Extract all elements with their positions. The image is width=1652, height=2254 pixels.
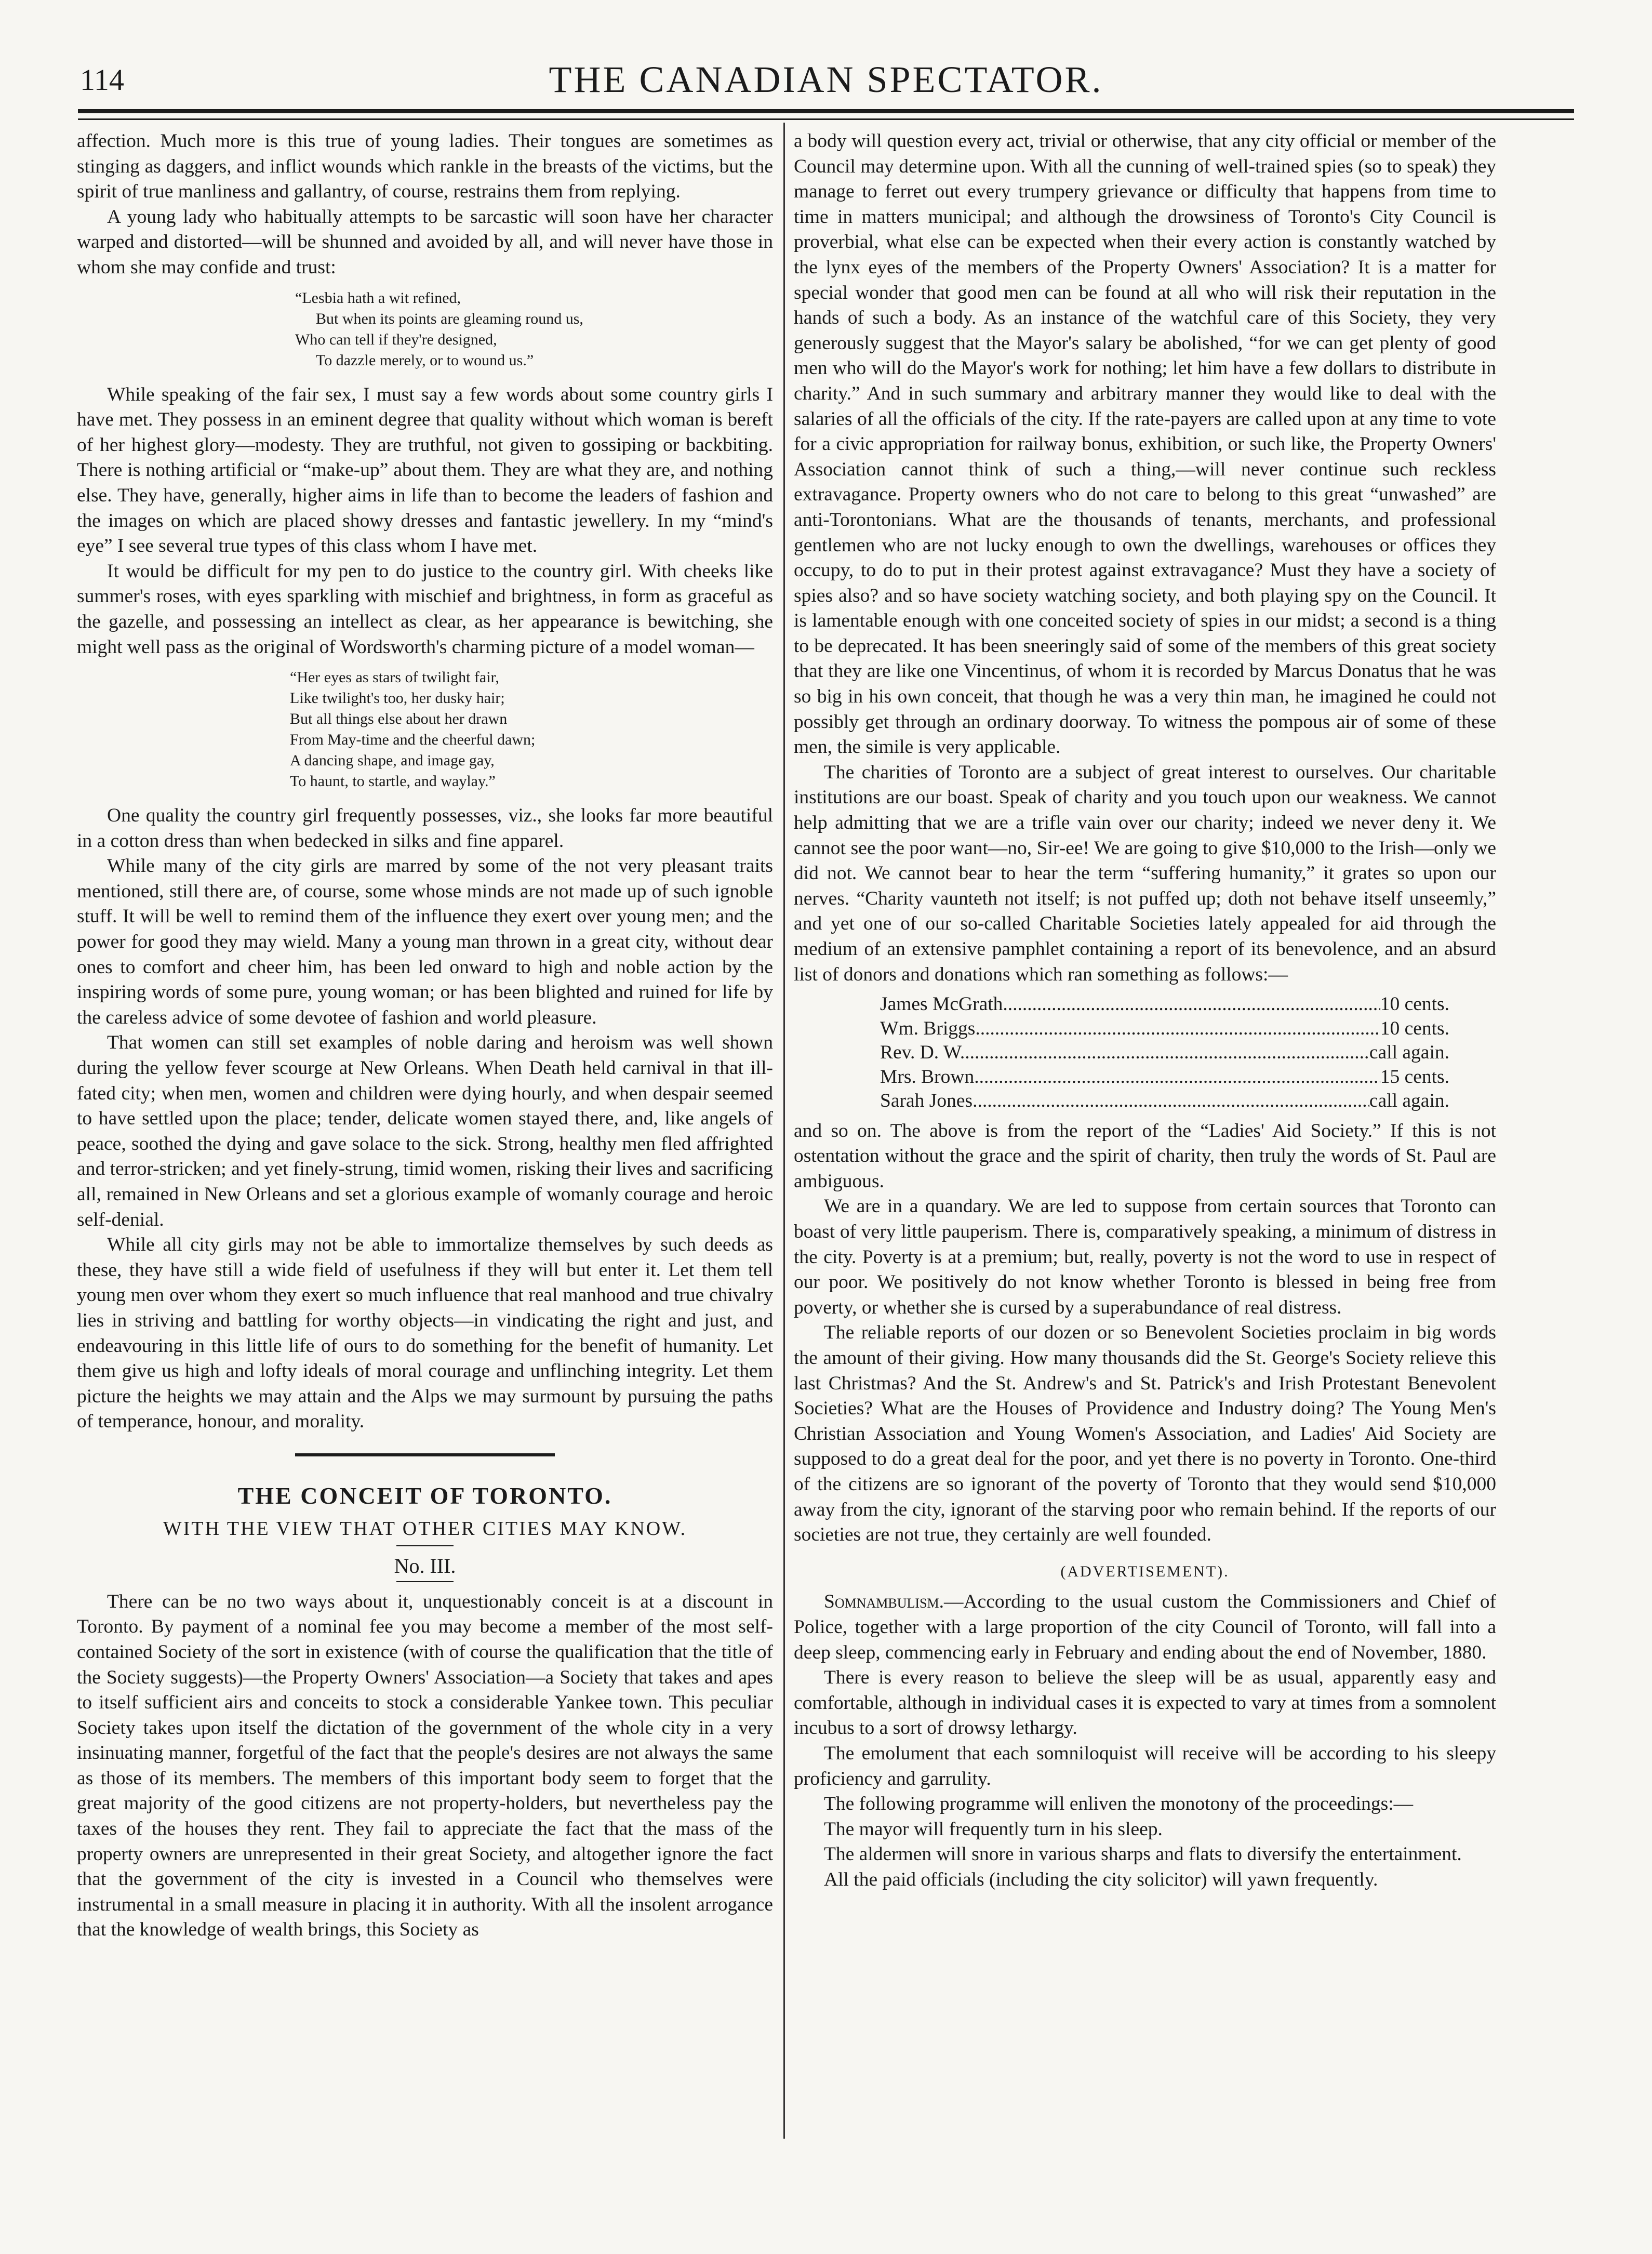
- donor-name: James McGrath: [880, 993, 1003, 1015]
- donor-name: Wm. Briggs: [880, 1017, 976, 1039]
- leader-dots: [1003, 992, 1380, 1017]
- paragraph: That women can still set examples of noble daring and heroism was well shown during the yellow fever scourge at New Orleans. When Death held carnival in that ill-fated city; when men, women and children were dying hourly, and when despair seemed to have settled upon the place; tender, delicate women stayed there, and, like angels of peace, soothed the dying and gave solace to the sick. Strong, healthy men fled affrighted and terror-stricken; and yet finely-strung, timid women, risking their lives and sacrificing all, remained in New Orleans and set a glorious example of womanly courage and heroic self-denial.: [77, 1032, 773, 1230]
- poem-line: To haunt, to startle, and waylay.”: [290, 773, 496, 790]
- paragraph: affection. Much more is this true of young ladies. Their tongues are sometimes as stinging as daggers, and inflict wounds which rankle in the breasts of the victims, but the spirit of true manliness and gallantry, of course, restrains them from replying.: [77, 130, 773, 203]
- paragraph: There can be no two ways about it, unquestionably conceit is at a discount in Toronto. By payment of a nominal fee you may become a member of the most self-contained Society of the sort in existence (with of course the qualification that the title of the Society suggests)—the Property Owners' Association—a Society that takes and apes to itself sufficient airs and conceits to stock a considerable Yankee town. This peculiar Society takes upon itself the dictation of the government of the whole city in a very insinuating manner, forgetful of the fact that the people's desires are not always the same as those of its members. The members of this important body seem to forget that the great majority of the good citizens are not property-holders, but nevertheless pay the taxes of the houses they rent. They fail to appreciate the fact that the mass of the property owners are unrepresented in their great Society, and altogether ignore the fact that the government of the city is invested in a Council who themselves were instrumental in a small measure in placing it in authority. With all the insolent arrogance that the knowledge of wealth brings, this Society as: [77, 1590, 773, 1941]
- advertisement-lead: Somnambulism.: [824, 1591, 944, 1613]
- paragraph: While speaking of the fair sex, I must say a few words about some country girls I have met. They possess in an eminent degree that quality without which woman is bereft of her highest glory—modesty. They are truthful, not given to gossiping or backbiting. There is nothing artificial or “make-up” about them. They are what they are, and nothing else. They have, generally, higher aims in life than to become the leaders of fashion and the images on which are placed showy dresses and fantastic jewellery. In my “mind's eye” I see several true types of this class whom I have met.: [77, 383, 773, 557]
- donor-row: [880, 1065, 1449, 1090]
- section-divider: [295, 1453, 555, 1456]
- poem-line: But all things else about her drawn: [290, 710, 508, 728]
- paragraph: While many of the city girls are marred by some of the not very pleasant traits mentioned, still there are, of course, some whose minds are not made up of such ignoble stuff. It will be well to remind them of the influence they exert over young men; and the power for good they may wield. Many a young man thrown in a great city, without dear ones to comfort and cheer him, has been led onward to high and noble action by the inspiring words of some pure, young woman; or has been blighted and ruined for life by the careless advice of some devotee of fashion and world pleasure.: [77, 855, 773, 1028]
- donor-name: Rev. D. W.: [880, 1042, 965, 1064]
- poem-wordsworth: [77, 667, 773, 792]
- poem-line: Who can tell if they're designed,: [295, 330, 497, 348]
- paragraph: We are in a quandary. We are led to suppose from certain sources that Toronto can boast of very little pauperism. There is, comparatively speaking, a minimum of distress in the city. Poverty is at a premium; but, really, poverty is not the word to use in respect of our poor. We positively do not know whether Toronto is blessed in being free from poverty, or whether she is cursed by a superabundance of real distress.: [794, 1196, 1496, 1318]
- poem-line: A dancing shape, and image gay,: [290, 752, 495, 770]
- poem-line: But when its points are gleaming round us,: [316, 310, 583, 327]
- paragraph: The reliable reports of our dozen or so Benevolent Societies proclaim in big words the amount of their giving. How many thousands did the St. George's Society relieve this last Christmas? And the St. Andrew's and St. Patrick's and Irish Protestant Benevolent Societies? What are the Houses of Providence and Industry doing? The Young Men's Christian Association and Young Women's Association, and Ladies' Aid Society are supposed to do a great deal for the poor, and yet there is no poverty in Toronto. One-third of the citizens are so ignorant of the poverty of Toronto that they would send $10,000 away from the city, ignorant of the starving poor who remain behind. If the reports of our societies are not true, they certainly are well founded.: [794, 1322, 1496, 1546]
- advertisement-paragraph: The following programme will enliven the monotony of the proceedings:—: [824, 1793, 1414, 1815]
- left-column: [77, 129, 773, 1943]
- poem-line: From May-time and the cheerful dawn;: [290, 731, 536, 749]
- donor-amount: 10 cents.: [1380, 1017, 1449, 1039]
- advertisement-paragraph: There is every reason to believe the sleep will be as usual, apparently easy and comfortable, although in individual cases it is expected to vary at times from a somnolent incubus to a sort of drowsy lethargy.: [794, 1667, 1496, 1739]
- donor-name: Sarah Jones: [880, 1090, 973, 1112]
- advertisement-heading: (ADVERTISEMENT).: [1060, 1562, 1230, 1580]
- leader-dots: [965, 1041, 1369, 1065]
- donor-row: [880, 992, 1449, 1017]
- article-headline: THE CONCEIT OF TORONTO.: [237, 1482, 612, 1509]
- leader-dots: [972, 1089, 1369, 1113]
- article-part-label: No. III.: [394, 1554, 456, 1578]
- donor-list: [794, 992, 1496, 1113]
- paragraph: One quality the country girl frequently possesses, viz., she looks far more beautiful in a cotton dress than when bedecked in silks and fine apparel.: [77, 805, 773, 852]
- poem-lesbia: [77, 288, 773, 371]
- article-subheadline: WITH THE VIEW THAT OTHER CITIES MAY KNOW.: [163, 1517, 687, 1540]
- leader-dots: [975, 1017, 1380, 1041]
- paragraph: The charities of Toronto are a subject of great interest to ourselves. Our charitable institutions are our boast. Speak of charity and you touch upon our weakness. We cannot help admitting that we are a trifle vain over our charity; indeed we never deny it. We cannot see the poor want—no, Sir-ee! We are going to give $10,000 to the Irish—only we did not. We cannot bear to hear the term “suffering humanity,” it grates so upon our nerves. “Charity vaunteth not itself; is not puffed up; doth not behave itself unseemly,” and yet one of our so-called Charitable Societies lately appealed for aid through the medium of an extensive pamphlet containing a report of its benevolence, and an absurd list of donors and donations which ran something as follows:—: [794, 761, 1496, 985]
- poem-line: “Her eyes as stars of twilight fair,: [290, 669, 499, 686]
- column-divider: [783, 123, 785, 2139]
- header-rule-thick: [78, 109, 1574, 113]
- short-rule: [396, 1545, 454, 1546]
- masthead: THE CANADIAN SPECTATOR.: [549, 59, 1103, 100]
- advertisement-paragraph: All the paid officials (including the city solicitor) will yawn frequently.: [824, 1868, 1378, 1890]
- advertisement-text: —According to the usual custom the Commissioners and Chief of Police, together with a large proportion of the city Council of Toronto, will fall into a deep sleep, commencing early in February and ending about the end of November, 1880.: [794, 1591, 1496, 1663]
- paragraph: While all city girls may not be able to immortalize themselves by such deeds as these, they have still a wide field of usefulness if they will but enter it. Let them tell young men over whom they exert so much influence that real manhood and true chivalry lies in striving and battling for worthy objects—in vindicating the right and just, and endeavouring in this little life of ours to do something for the benefit of humanity. Let them give us high and lofty ideals of moral courage and unflinching integrity. Let them picture the heights we may attain and the Alps we may surmount by pursuing the paths of temperance, honour, and morality.: [77, 1234, 773, 1433]
- right-column: [794, 129, 1496, 1893]
- header-rule-thin: [78, 118, 1574, 120]
- donor-amount: 10 cents.: [1380, 993, 1449, 1015]
- advertisement-paragraph: The emolument that each somniloquist will receive will be according to his sleepy proficiency and garrulity.: [794, 1742, 1496, 1789]
- donor-amount: call again.: [1369, 1090, 1449, 1112]
- advertisement-paragraph: [794, 1589, 1496, 1665]
- donor-row: [880, 1017, 1449, 1041]
- donor-amount: call again.: [1369, 1042, 1449, 1064]
- advertisement-paragraph: The mayor will frequently turn in his sleep.: [824, 1818, 1163, 1840]
- paragraph: It would be difficult for my pen to do justice to the country girl. With cheeks like summer's roses, with eyes sparkling with mischief and brightness, in form as graceful as the gazelle, and possessing an intellect as clear, as her appearance is bewitching, she might well pass as the original of Wordsworth's charming picture of a model woman—: [77, 560, 773, 658]
- leader-dots: [974, 1065, 1380, 1090]
- page-number: 114: [80, 63, 124, 97]
- poem-line: “Lesbia hath a wit refined,: [295, 289, 461, 307]
- donor-row: [880, 1041, 1449, 1065]
- donor-row: [880, 1089, 1449, 1113]
- poem-line: Like twilight's too, her dusky hair;: [290, 690, 505, 707]
- donor-name: Mrs. Brown: [880, 1066, 975, 1088]
- paragraph: and so on. The above is from the report of the “Ladies' Aid Society.” If this is not ostentation without the grace and the spirit of charity, then truly the words of St. Paul are ambiguous.: [794, 1120, 1496, 1192]
- paragraph: A young lady who habitually attempts to be sarcastic will soon have her character warped and distorted—will be shunned and avoided by all, and will never have those in whom she may confide and trust:: [77, 206, 773, 278]
- short-rule: [396, 1581, 454, 1582]
- donor-amount: 15 cents.: [1380, 1066, 1449, 1088]
- paragraph: a body will question every act, trivial or otherwise, that any city official or member of the Council may determine upon. With all the cunning of well-trained spies (so to speak) they manage to ferret out every trumpery grievance or difficulty that happens from time to time in matters municipal; and although the drowsiness of Toronto's City Council is proverbial, what else can be expected when their every action is constantly watched by the lynx eyes of the members of the Property Owners' Association? It is a matter for special wonder that good men can be found at all who will risk their reputation in the hands of such a body. As an instance of the watchful care of this Society, they very generously suggest that the Mayor's salary be abolished, “for we can get plenty of good men who will do the Mayor's work for nothing; let him have a few dollars to distribute in charity.” And in such summary and arbitrary manner they would like to deal with the salaries of all the officials of the city. If the rate-payers are called upon at any time to vote for a civic appropriation for railway bonus, exhibition, or such like, the Property Owners' Association cannot think of such a thing,—will never continue such reckless extravagance. Property owners who do not care to belong to this great “unwashed” are anti-Torontonians. What are the thousands of tenants, merchants, and professional gentlemen who are not lucky enough to own the dwellings, warehouses or offices they occupy, to do to put in their protest against extravagance? Must they have a society of spies also? and so have society watching society, and both playing spy on the Council. It is lamentable enough with one conceited society of spies in our midst; a second is a thing to be deprecated. It has been sneeringly said of some of the members of this great society that they are like one Vincentinus, of whom it is recorded by Marcus Donatus that he was so big in his own conceit, that though he was a very thin man, he imagined he could not possibly get through an ordinary doorway. To witness the pompous air of some of these men, the simile is very applicable.: [794, 130, 1496, 758]
- poem-line: To dazzle merely, or to wound us.”: [316, 351, 534, 369]
- advertisement-paragraph: The aldermen will snore in various sharps and flats to diversify the entertainment.: [824, 1844, 1462, 1865]
